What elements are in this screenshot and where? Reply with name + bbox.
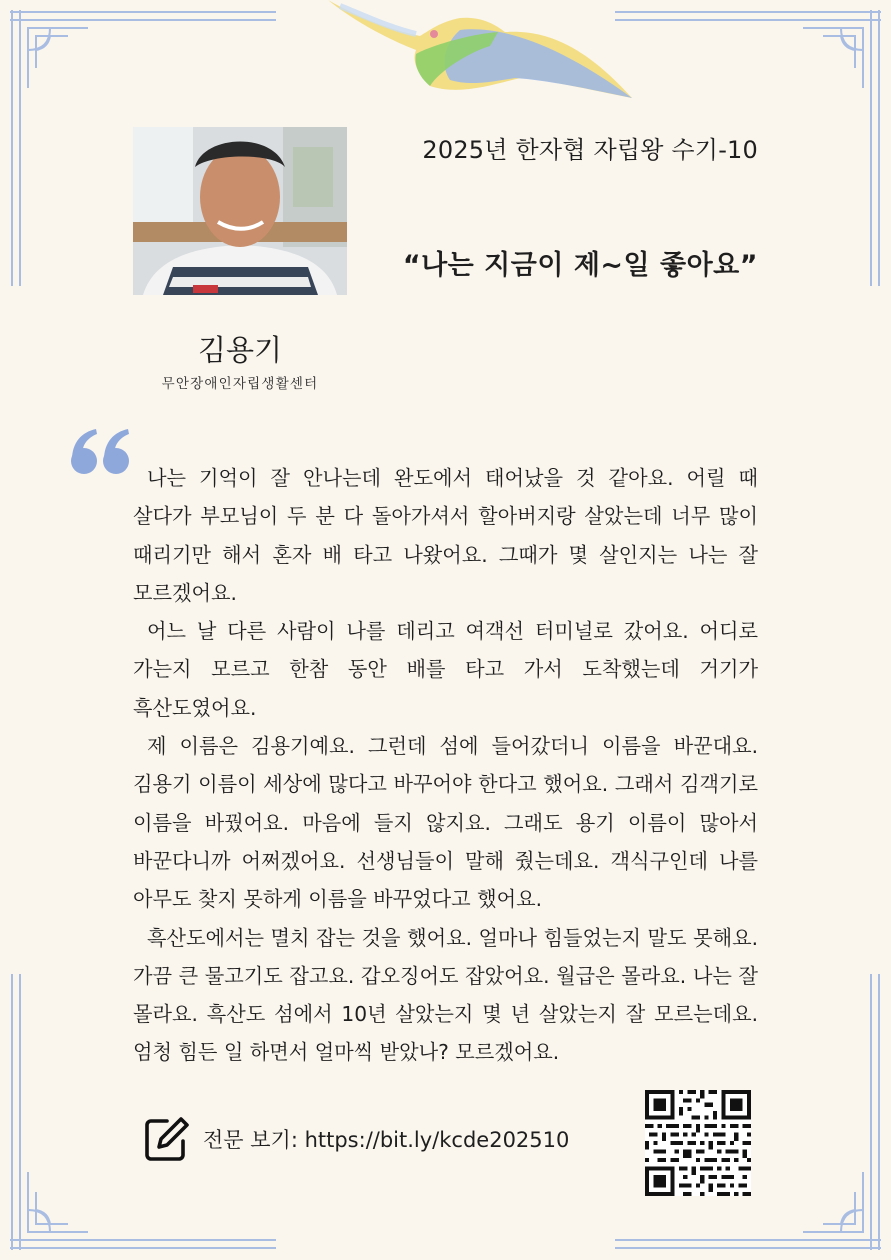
qr-code[interactable] <box>645 1090 751 1196</box>
edit-icon <box>143 1115 191 1163</box>
author-name: 김용기 <box>197 333 283 367</box>
author-organization: 무안장애인자립생활센터 <box>161 376 319 392</box>
story-paragraph: 나는 기억이 잘 안나는데 완도에서 태어났을 것 같아요. 어릴 때 살다가 부모님이 두 분 다 돌아가셔서 할아버지랑 살았는데 너무 많이 때리기만 해서 혼자 배 타고 나왔어요. 그때가 몇 살인지는 나는 잘 모르겠어요. <box>133 466 758 605</box>
full-text-link[interactable] <box>143 1115 569 1163</box>
quote-icon <box>70 428 132 476</box>
story-paragraph: 어느 날 다른 사람이 나를 데리고 여객선 터미널로 갔어요. 어디로 가는지 모르고 한참 동안 배를 타고 가서 도착했는데 거기가 흑산도였어요. <box>133 619 758 720</box>
series-title: 2025년 한자협 자립왕 수기-10 <box>422 136 758 164</box>
story-title: “나는 지금이 제~일 좋아요” <box>402 250 758 281</box>
story-paragraph: 제 이름은 김용기예요. 그런데 섬에 들어갔더니 이름을 바꾼대요. 김용기 이름이 세상에 많다고 바꾸어야 한다고 했어요. 그래서 김객기로 이름을 바꿨어요. 마음에 들지 않지요. 그래도 용기 이름이 많아서 바꾼다니까 어쩌겠어요. 선생님들이 말해 줬는데요. 객식구인데 나를 아무도 찾지 못하게 이름을 바꾸었다고 했어요. <box>133 734 758 912</box>
story-paragraph: 흑산도에서는 멸치 잡는 것을 했어요. 얼마나 힘들었는지 말도 못해요. 가끔 큰 물고기도 잡고요. 갑오징어도 잡았어요. 월급은 몰라요. 나는 잘 몰라요. 흑산도 섬에서 10년 살았는지 몇 년 살았는지 잘 모르는데요. 엄청 힘든 일 하면서 얼마씩 받았나? 모르겠어요. <box>133 925 758 1065</box>
author-photo <box>133 127 347 295</box>
story-body <box>133 459 758 1072</box>
full-text-link-label: 전문 보기: https://bit.ly/kcde202510 <box>203 1128 570 1152</box>
bird-illustration <box>320 0 640 105</box>
